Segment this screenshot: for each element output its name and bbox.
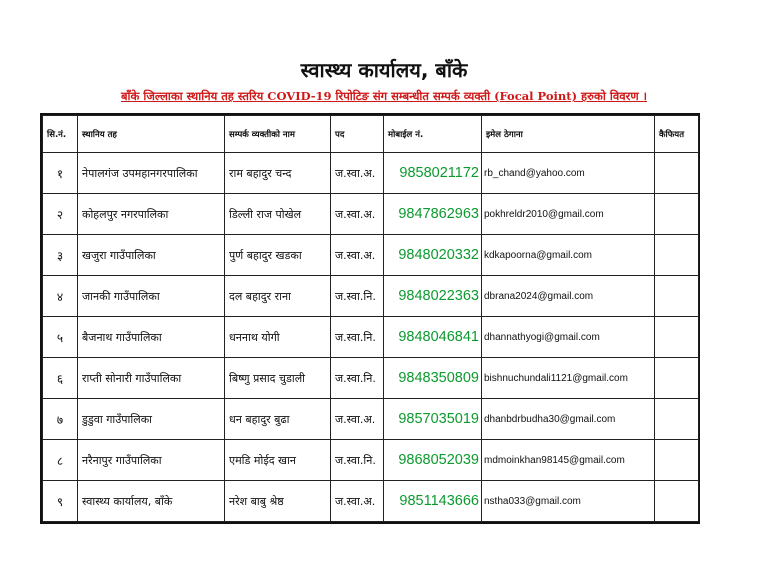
cell-mobile: 9848046841 xyxy=(384,317,482,358)
cell-email: mdmoinkhan98145@gmail.com xyxy=(482,440,655,481)
cell-email: pokhreldr2010@gmail.com xyxy=(482,194,655,235)
table-row xyxy=(43,481,699,522)
table-row xyxy=(43,317,699,358)
cell-remarks xyxy=(655,481,699,522)
cell-remarks xyxy=(655,317,699,358)
cell-sn: ५ xyxy=(43,317,78,358)
cell-post: ज.स्वा.अ. xyxy=(331,235,384,276)
cell-post: ज.स्वा.अ. xyxy=(331,481,384,522)
cell-email: rb_chand@yahoo.com xyxy=(482,153,655,194)
cell-contact-person: दल बहादुर राना xyxy=(225,276,331,317)
focal-point-table xyxy=(42,115,699,522)
table-header-row xyxy=(43,116,699,153)
cell-mobile: 9848022363 xyxy=(384,276,482,317)
header-sn: सि.नं. xyxy=(43,116,78,153)
header-email: इमेल ठेगाना xyxy=(482,116,655,153)
cell-post: ज.स्वा.नि. xyxy=(331,276,384,317)
cell-remarks xyxy=(655,358,699,399)
cell-sn: ३ xyxy=(43,235,78,276)
cell-remarks xyxy=(655,440,699,481)
cell-contact-person: राम बहादुर चन्द xyxy=(225,153,331,194)
cell-remarks xyxy=(655,153,699,194)
cell-post: ज.स्वा.अ. xyxy=(331,153,384,194)
cell-contact-person: डिल्ली राज पोखेल xyxy=(225,194,331,235)
table-row xyxy=(43,399,699,440)
table-row xyxy=(43,358,699,399)
cell-mobile: 9868052039 xyxy=(384,440,482,481)
cell-mobile: 9848020332 xyxy=(384,235,482,276)
cell-contact-person: बिष्णु प्रसाद चुडाली xyxy=(225,358,331,399)
table-row xyxy=(43,235,699,276)
cell-mobile: 9857035019 xyxy=(384,399,482,440)
cell-sn: २ xyxy=(43,194,78,235)
cell-local-level: खजुरा गाउँपालिका xyxy=(78,235,225,276)
cell-remarks xyxy=(655,235,699,276)
page-title: स्वास्थ्य कार्यालय, बाँके xyxy=(300,58,468,82)
table-row xyxy=(43,153,699,194)
cell-contact-person: एमडि मोईद खान xyxy=(225,440,331,481)
cell-local-level: नरैनापुर गाउँपालिका xyxy=(78,440,225,481)
cell-sn: ४ xyxy=(43,276,78,317)
cell-contact-person: धन बहादुर बुढा xyxy=(225,399,331,440)
cell-local-level: जानकी गाउँपालिका xyxy=(78,276,225,317)
cell-local-level: नेपालगंज उपमहानगरपालिका xyxy=(78,153,225,194)
table-row xyxy=(43,276,699,317)
table-row xyxy=(43,440,699,481)
cell-email: bishnuchundali1121@gmail.com xyxy=(482,358,655,399)
cell-email: kdkapoorna@gmail.com xyxy=(482,235,655,276)
cell-post: ज.स्वा.नि. xyxy=(331,317,384,358)
cell-email: dhannathyogi@gmail.com xyxy=(482,317,655,358)
table-row xyxy=(43,194,699,235)
page-subtitle: बाँके जिल्लाका स्थानिय तह स्तरिय COVID-19 रिपोटिङ संग सम्बन्धीत सम्पर्क व्यक्ती (Focal Point) हरुको विवरण । xyxy=(120,89,647,103)
cell-contact-person: नरेश बाबु श्रेष्ठ xyxy=(225,481,331,522)
cell-sn: ७ xyxy=(43,399,78,440)
cell-sn: ८ xyxy=(43,440,78,481)
cell-remarks xyxy=(655,276,699,317)
header-mobile: मोबाईल नं. xyxy=(384,116,482,153)
cell-email: dbrana2024@gmail.com xyxy=(482,276,655,317)
cell-email: dhanbdrbudha30@gmail.com xyxy=(482,399,655,440)
cell-contact-person: धननाथ योगी xyxy=(225,317,331,358)
cell-mobile: 9858021172 xyxy=(384,153,482,194)
cell-remarks xyxy=(655,194,699,235)
cell-sn: ६ xyxy=(43,358,78,399)
cell-local-level: डुडुवा गाउँपालिका xyxy=(78,399,225,440)
cell-mobile: 9848350809 xyxy=(384,358,482,399)
header-remarks: कैफियत xyxy=(655,116,699,153)
cell-post: ज.स्वा.अ. xyxy=(331,194,384,235)
cell-remarks xyxy=(655,399,699,440)
focal-point-table-frame xyxy=(40,113,700,524)
cell-local-level: बैजनाथ गाउँपालिका xyxy=(78,317,225,358)
cell-email: nstha033@gmail.com xyxy=(482,481,655,522)
header-local-level: स्थानिय तह xyxy=(78,116,225,153)
cell-sn: १ xyxy=(43,153,78,194)
cell-post: ज.स्वा.अ. xyxy=(331,399,384,440)
cell-post: ज.स्वा.नि. xyxy=(331,440,384,481)
cell-local-level: कोहलपुर नगरपालिका xyxy=(78,194,225,235)
cell-mobile: 9847862963 xyxy=(384,194,482,235)
header-post: पद xyxy=(331,116,384,153)
cell-local-level: स्वास्थ्य कार्यालय, बाँके xyxy=(78,481,225,522)
cell-mobile: 9851143666 xyxy=(384,481,482,522)
cell-contact-person: पुर्ण बहादुर खडका xyxy=(225,235,331,276)
cell-post: ज.स्वा.नि. xyxy=(331,358,384,399)
cell-local-level: राप्ती सोनारी गाउँपालिका xyxy=(78,358,225,399)
header-contact-person: सम्पर्क व्यक्तीको नाम xyxy=(225,116,331,153)
cell-sn: ९ xyxy=(43,481,78,522)
